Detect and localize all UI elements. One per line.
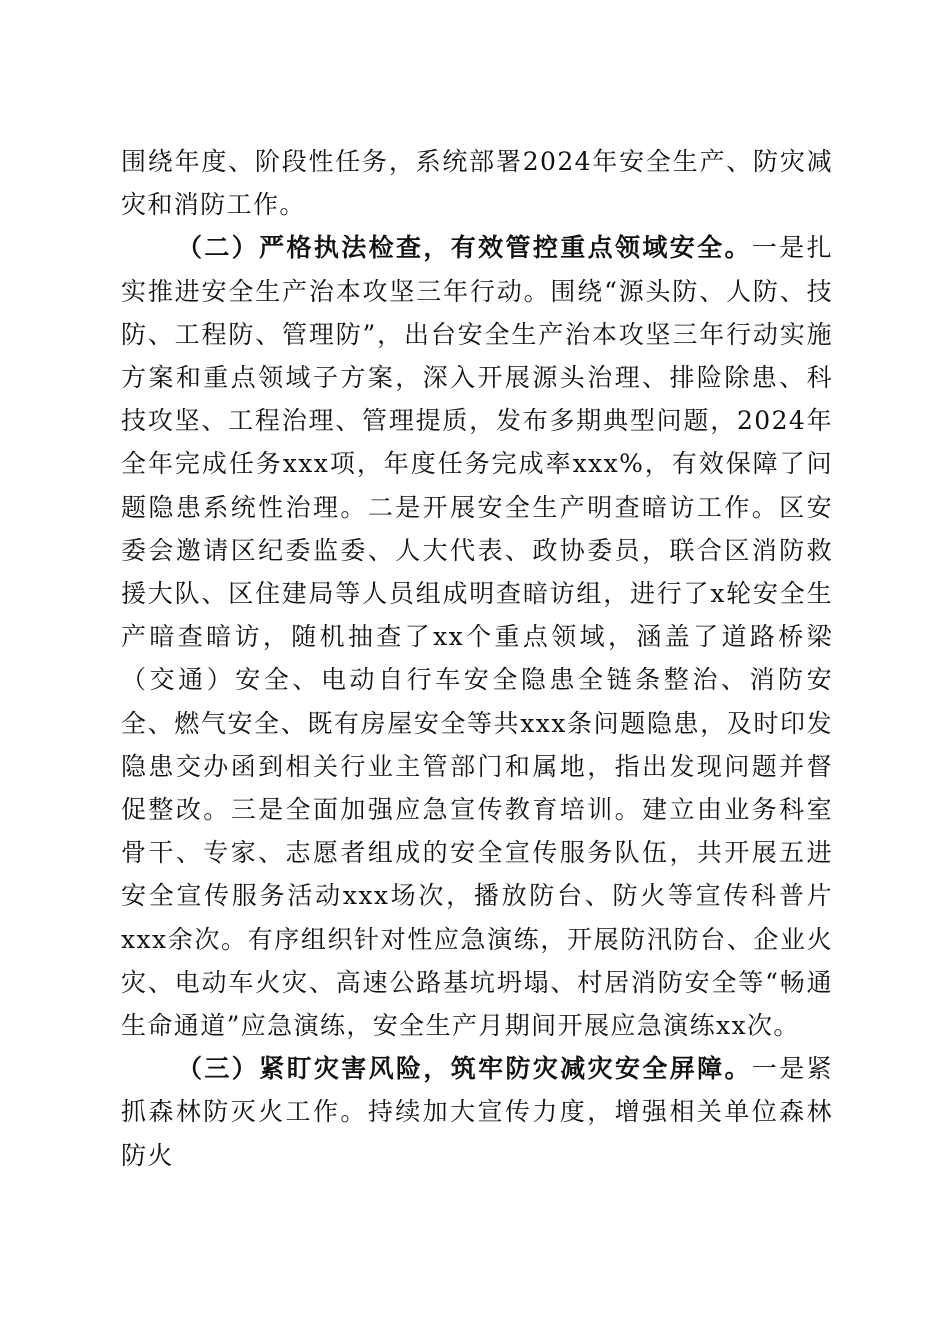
section-2-body: 一是扎实推进安全生产治本攻坚三年行动。围绕“源头防、人防、技防、工程防、管理防”，出台安全生产治本攻坚三年行动实施方案和重点领域子方案，深入开展源头治理、排险除患、科技攻坚、工程治理、管理提质，发布多期典型问题，2024年全年完成任务xxx项，年度任务完成率xxx%，有效保障了问题隐患系统性治理。二是开展安全生产明查暗访工作。区安委会邀请区纪委监委、人大代表、政协委员，联合区消防救援大队、区住建局等人员组成明查暗访组，进行了x轮安全生产暗查暗访，随机抽查了xx个重点领域，涵盖了道路桥梁（交通）安全、电动自行车安全隐患全链条整治、消防安全、燃气安全、既有房屋安全等共xxx条问题隐患，及时印发隐患交办函到相关行业主管部门和属地，指出发现问题并督促整改。三是全面加强应急宣传教育培训。建立由业务科室骨干、专家、志愿者组成的安全宣传服务队伍，共开展五进安全宣传服务活动xxx场次，播放防台、防火等宣传科普片xxx余次。有序组织针对性应急演练，开展防汛防台、企业火灾、电动车火灾、高速公路基坑坍塌、村居消防安全等“畅通生命通道”应急演练，安全生产月期间开展应急演练xx次。 xyxy=(121,233,834,1041)
section-3-heading: （三）紧盯灾害风险，筑牢防灾减灾安全屏障。 xyxy=(177,1054,752,1084)
paragraph-section-3 xyxy=(121,1047,833,1177)
paragraph-continuation: 围绕年度、阶段性任务，系统部署2024年安全生产、防灾减灾和消防工作。 xyxy=(121,147,833,220)
paragraph-section-2 xyxy=(121,226,833,1047)
document-body xyxy=(121,140,833,1177)
section-2-heading: （二）严格执法检查，有效管控重点领域安全。 xyxy=(177,233,752,263)
section-3-body: 一是紧抓森林防灭火工作。持续加大宣传力度，增强相关单位森林防火 xyxy=(121,1054,834,1170)
